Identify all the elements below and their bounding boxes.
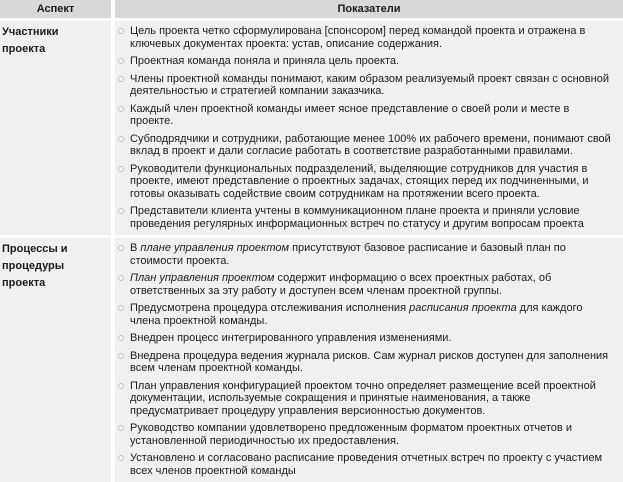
indicator-item: [117, 103, 615, 128]
indicator-text: Представители клиента учтены в коммуникационном плане проекта и приняли условие проведения регулярных информационных встреч по статусу и другим вопросам проекта: [130, 205, 584, 230]
indicator-item: [117, 55, 615, 68]
indicator-text: Цель проекта четко сформулирована [спонсором] перед командой проекта и отражена в ключевых документах проекта: устав, описание содержания.: [130, 25, 586, 50]
indicator-item: [117, 163, 615, 201]
circle-bullet-icon: [118, 245, 124, 251]
indicator-text: План управления конфигурацией проектом точно определяет размещение всей проектной документации, используемые сокращения и принятые наименования, а также предусматривает процедуру управления версионностью документов.: [130, 379, 596, 417]
circle-bullet-icon: [118, 455, 124, 461]
indicator-item: [117, 422, 615, 447]
indicator-item: [117, 73, 615, 98]
indicators-cell: [115, 21, 623, 235]
circle-bullet-icon: [118, 335, 124, 341]
circle-bullet-icon: [118, 208, 124, 214]
circle-bullet-icon: [118, 275, 124, 281]
indicator-item: [117, 272, 615, 297]
aspect-cell: Участники проекта: [0, 21, 111, 235]
circle-bullet-icon: [118, 106, 124, 112]
table-row: [0, 21, 623, 235]
indicator-item: [117, 242, 615, 267]
column-header-aspect: Аспект: [0, 0, 111, 18]
indicator-text: Руководство компании удовлетворено предложенным форматом проектных отчетов и установленной периодичностью их предоставления.: [130, 422, 572, 447]
circle-bullet-icon: [118, 383, 124, 389]
circle-bullet-icon: [118, 136, 124, 142]
indicator-list: [117, 242, 615, 477]
circle-bullet-icon: [118, 76, 124, 82]
circle-bullet-icon: [118, 58, 124, 64]
table-body: [0, 21, 623, 482]
indicator-item: [117, 350, 615, 375]
indicator-text: Руководители функциональных подразделений, выделяющие сотрудников для участия в проекте, имеют представление о проектных задачах, стоящих перед их подчиненными, и готовы оказывать содействие своим сотрудникам на протяжении всего проекта.: [130, 162, 589, 200]
indicator-text: Члены проектной команды понимают, каким образом реализуемый проект связан с основной деятельностью и стратегией компании заказчика.: [130, 72, 609, 97]
indicator-text: Субподрядчики и сотрудники, работающие менее 100% их рабочего времени, понимают свой вклад в проект и дали согласие работать в соответствие разработанными правилами.: [130, 132, 611, 157]
indicator-text: Каждый член проектной команды имеет ясное представление о своей роли и месте в проекте.: [130, 102, 570, 127]
indicator-text: В плане управления проектом присутствуют базовое расписание и базовый план по стоимости проекта.: [130, 242, 566, 267]
circle-bullet-icon: [118, 166, 124, 172]
circle-bullet-icon: [118, 305, 124, 311]
indicator-text: Внедрена процедура ведения журнала рисков. Сам журнал рисков доступен для заполнения всем членам проектной команды.: [130, 349, 609, 374]
table-row: [0, 238, 623, 482]
indicator-item: [117, 302, 615, 327]
header-row: [0, 0, 623, 18]
indicators-cell: [115, 238, 623, 482]
indicator-item: [117, 332, 615, 345]
indicator-item: [117, 133, 615, 158]
indicator-text: План управления проектом содержит информацию о всех проектных работах, об ответственных за эту работу и доступен всем членам проектной группы.: [130, 272, 552, 297]
indicator-item: [117, 205, 615, 230]
indicator-item: [117, 380, 615, 418]
circle-bullet-icon: [118, 425, 124, 431]
indicator-text: Установлено и согласовано расписание проведения отчетных встреч по проекту с участием всех членов проектной команды: [130, 452, 603, 477]
indicator-list: [117, 25, 615, 230]
circle-bullet-icon: [118, 353, 124, 359]
indicator-item: [117, 452, 615, 477]
indicator-text: Проектная команда поняла и приняла цель проекта.: [130, 55, 400, 67]
indicator-text: Предусмотрена процедура отслеживания исполнения расписания проекта для каждого члена проектной команды.: [130, 302, 583, 327]
column-header-indicators: Показатели: [115, 0, 623, 18]
aspect-cell: Процессы и процедуры проекта: [0, 238, 111, 482]
indicator-item: [117, 25, 615, 50]
circle-bullet-icon: [118, 28, 124, 34]
indicator-text: Внедрен процесс интегрированного управления изменениями.: [130, 332, 452, 344]
